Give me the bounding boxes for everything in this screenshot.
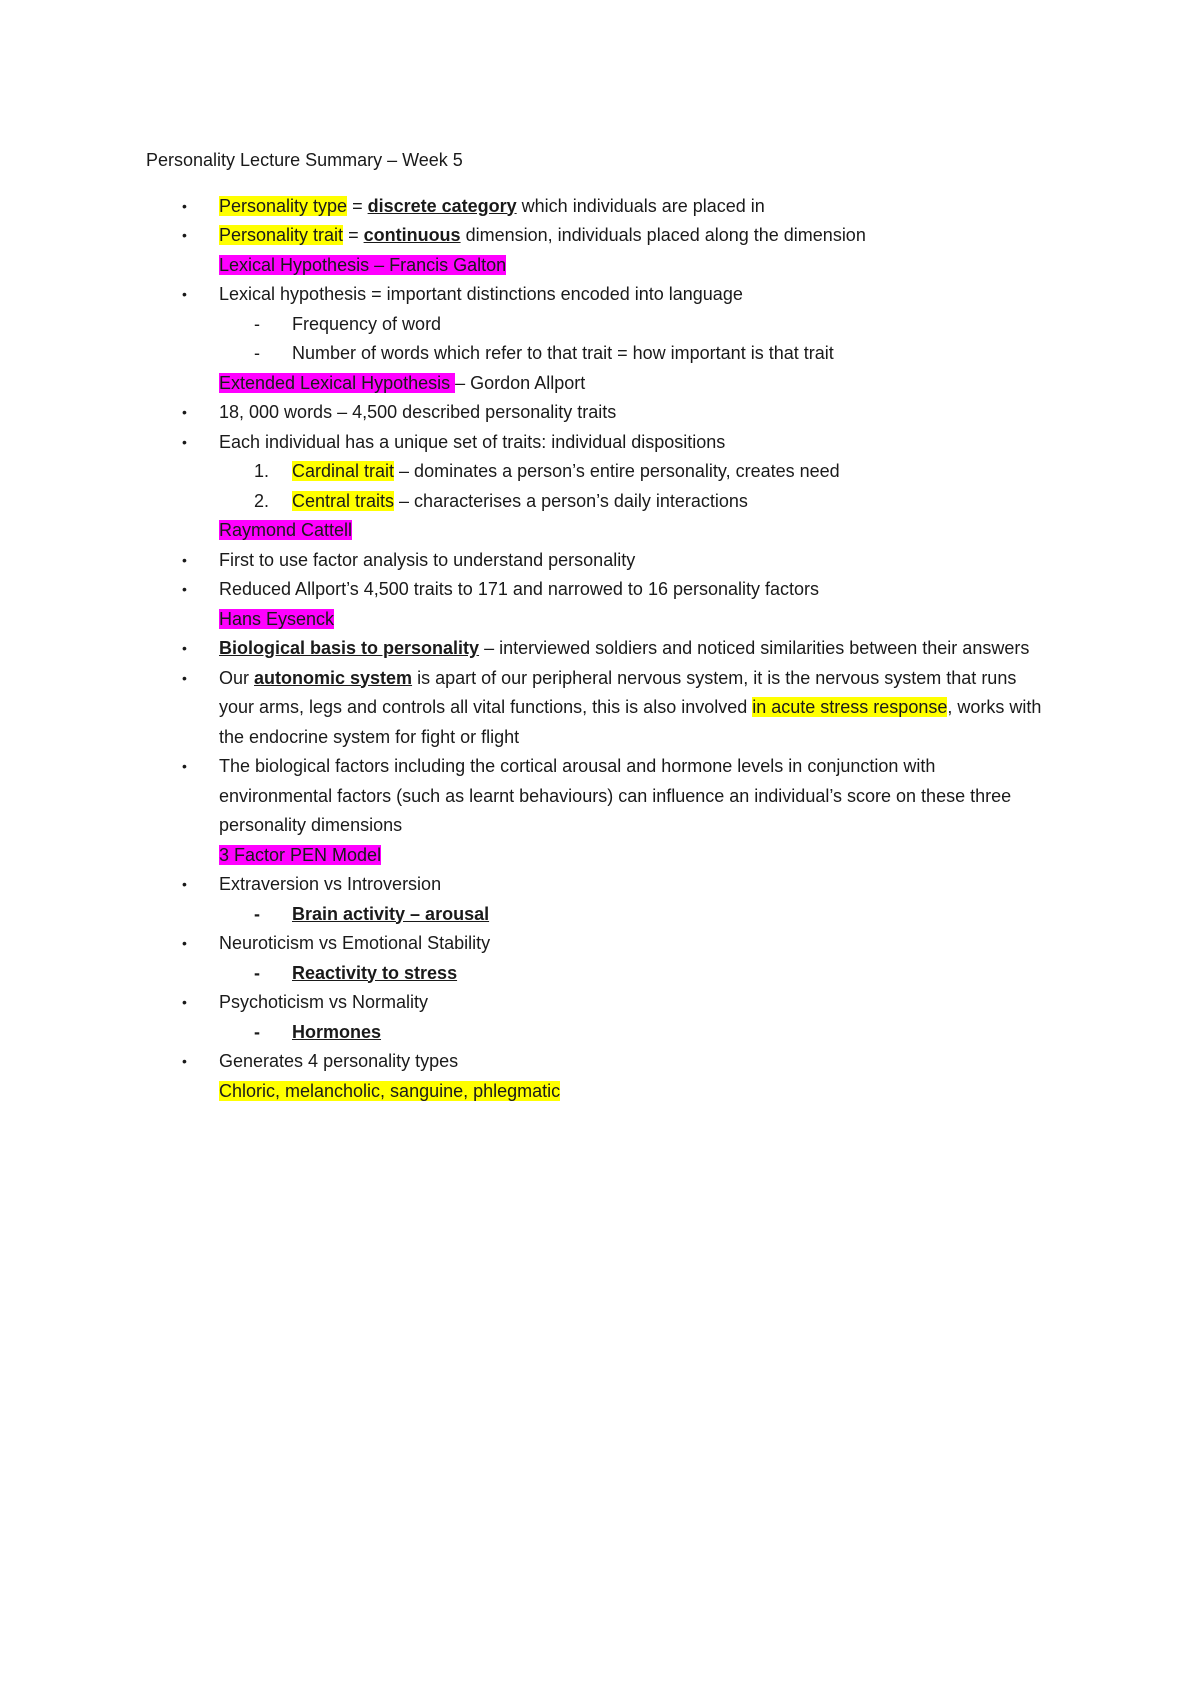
bullet-icon: •: [182, 433, 187, 450]
sub-list-item: [146, 900, 1046, 930]
text-span: Each individual has a unique set of traits: individual dispositions: [219, 431, 726, 452]
text-span: – interviewed soldiers and noticed similarities between their answers: [479, 638, 1030, 658]
numbered-item: [146, 457, 1046, 487]
bullet-icon: •: [182, 551, 187, 568]
dash-icon: -: [254, 343, 260, 363]
list-number: 1.: [254, 461, 270, 481]
bullet-icon: •: [182, 286, 187, 302]
list-item: [146, 280, 1046, 310]
highlight-yellow: Cardinal trait: [292, 461, 395, 481]
document-title: Personality Lecture Summary – Week 5: [146, 150, 463, 170]
highlight-magenta: Lexical Hypothesis – Francis Galton: [219, 254, 507, 275]
list-item: [146, 634, 1046, 664]
text-span: Number of words which refer to that trait = how important is that trait: [292, 343, 834, 363]
text-span: The biological factors including the cortical arousal and hormone levels in conjunction with environmental factors (such as learnt behaviours) can influence an individual’s score on these three personality dimensions: [219, 756, 1012, 835]
bullet-icon: •: [182, 197, 187, 214]
underlined-term: Biological basis to personality: [219, 638, 480, 658]
bullet-icon: •: [182, 640, 187, 656]
highlight-yellow: Chloric, melancholic, sanguine, phlegmatic: [219, 1080, 561, 1101]
section-heading: [146, 605, 1046, 635]
underlined-term: discrete category: [367, 195, 517, 216]
bullet-icon: •: [182, 227, 187, 243]
section-heading: [146, 251, 1046, 281]
text-span: Generates 4 personality types: [219, 1051, 459, 1071]
text-span: =: [347, 195, 368, 216]
highlight-magenta: 3 Factor PEN Model: [219, 844, 382, 865]
text-span: =: [343, 225, 364, 245]
sub-list-item: [146, 1018, 1046, 1048]
text-span: – dominates a person’s entire personality, creates need: [394, 461, 840, 481]
bullet-icon: •: [182, 935, 187, 951]
list-item: [146, 428, 1046, 458]
text-span: Psychoticism vs Normality: [219, 992, 429, 1012]
underlined-term: Hormones: [292, 1021, 382, 1042]
dash-icon: -: [254, 1021, 260, 1042]
list-item: [146, 1047, 1046, 1077]
text-span: Lexical hypothesis = important distinctions encoded into language: [219, 284, 743, 304]
section-heading: [146, 516, 1046, 546]
bullet-icon: •: [182, 758, 187, 774]
list-item: [146, 752, 1046, 841]
highlight-yellow: Central traits: [292, 490, 395, 511]
text-span: , works with the endocrine system for fight or flight: [219, 697, 1042, 747]
highlight-yellow: in acute stress response: [752, 697, 948, 717]
text-span: Reduced Allport’s 4,500 traits to 171 and narrowed to 16 personality factors: [219, 579, 820, 599]
highlight-magenta: Extended Lexical Hypothesis: [219, 372, 456, 393]
numbered-item: [146, 487, 1046, 517]
sub-list-item: [146, 959, 1046, 989]
bullet-icon: •: [182, 669, 187, 686]
bullet-icon: •: [182, 994, 187, 1010]
list-item: [146, 870, 1046, 900]
bullet-icon: •: [182, 1053, 187, 1069]
list-item: [146, 546, 1046, 576]
text-span: Neuroticism vs Emotional Stability: [219, 933, 491, 953]
text-span: – Gordon Allport: [455, 372, 586, 393]
list-item: [146, 221, 1046, 251]
sub-list-item: [146, 310, 1046, 340]
highlight-magenta: Raymond Cattell: [219, 520, 353, 540]
bullet-icon: •: [182, 876, 187, 892]
bullet-icon: •: [182, 404, 187, 420]
text-span: is apart of our peripheral nervous system, it is the nervous system that runs your arms, legs and controls all vital functions, this is also involved: [219, 667, 1017, 717]
dash-icon: -: [254, 903, 260, 924]
underlined-term: autonomic system: [254, 667, 413, 688]
dash-icon: -: [254, 962, 260, 983]
section-heading: [146, 841, 1046, 871]
text-span: 18, 000 words – 4,500 described personality traits: [219, 402, 617, 422]
highlight-magenta: Hans Eysenck: [219, 608, 335, 629]
list-number: 2.: [254, 490, 270, 511]
list-item: [146, 929, 1046, 959]
list-item: [146, 575, 1046, 605]
list-item: [146, 398, 1046, 428]
text-span: First to use factor analysis to understand personality: [219, 549, 636, 570]
text-span: – characterises a person’s daily interactions: [394, 490, 748, 511]
sub-list-item: [146, 339, 1046, 369]
underlined-term: continuous: [363, 225, 461, 245]
text-span: Extraversion vs Introversion: [219, 874, 442, 894]
text-span: Frequency of word: [292, 313, 442, 334]
document-body: [146, 146, 1046, 1106]
highlighted-line: [146, 1077, 1046, 1107]
highlight-yellow: Personality type: [219, 195, 348, 216]
underlined-term: Brain activity – arousal: [292, 903, 490, 924]
text-span: dimension, individuals placed along the dimension: [460, 225, 866, 245]
bullet-icon: •: [182, 581, 187, 597]
underlined-term: Reactivity to stress: [292, 962, 458, 983]
list-item: [146, 988, 1046, 1018]
dash-icon: -: [254, 313, 260, 334]
section-heading: [146, 369, 1046, 399]
list-item: [146, 192, 1046, 222]
text-span: which individuals are placed in: [516, 195, 765, 216]
list-item: [146, 664, 1046, 753]
text-span: Our: [219, 667, 255, 688]
highlight-yellow: Personality trait: [219, 225, 344, 245]
